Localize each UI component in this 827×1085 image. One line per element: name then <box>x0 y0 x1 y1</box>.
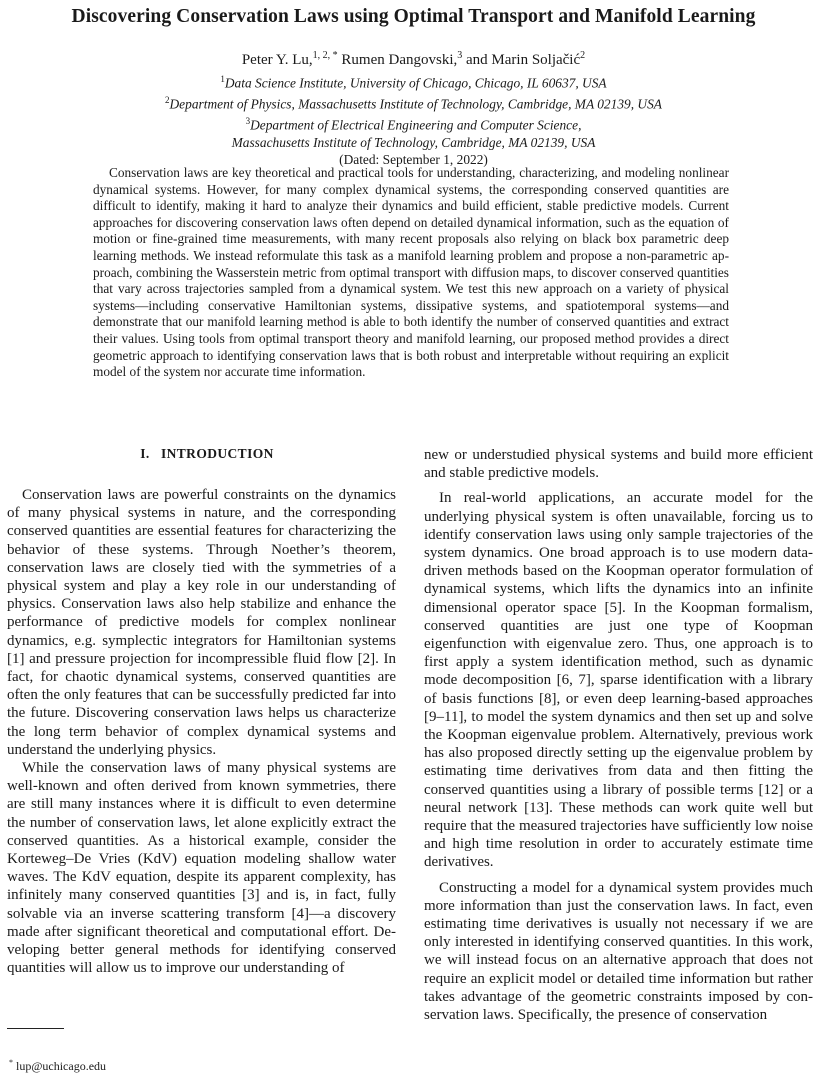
affiliation-mark: 2 <box>165 94 170 105</box>
paragraph: Conservation laws are powerful constraints on the dynamics of many physical systems in nature, and the corresponding conserved quantities are essential features for characterizing the behavior of these systems. Through Noether’s theorem, conservation laws are closely tied with the symmetries of a physical system and play a key role in our understanding of physics. Conservation laws also help stabilize and enhance the performance of predictive models for complex nonlinear dynamics, e.g. symplectic integrators for Hamiltonian systems [1] and pressure projection for incompressible fluid flow [2]. In fact, for chaotic dynamical systems, conserved quantities are often the only features that can be successfully predicted far into the future. Discovering conservation laws helps us characterize the long term behavior of complex dynamical systems and understand the underlying physics. <box>7 487 396 758</box>
affiliations <box>0 71 827 168</box>
author-affiliation-marks: 1, 2, * <box>312 50 338 61</box>
author-name: and Marin Soljačić <box>466 52 581 68</box>
author-affiliation-marks: 3 <box>457 50 463 61</box>
left-column <box>7 486 396 977</box>
affiliation-text: Massachusetts Institute of Technology, Cambridge, MA 02139, USA <box>231 134 596 150</box>
paragraph: While the conservation laws of many physical systems are well-known and often derived from known symmetries, there are still many instances where it is difficult to even determine the number of conservation laws, let alone explicitly extract the conserved quantities. As a historical example, consider the Korteweg–De Vries (KdV) equation modeling shallow water waves. The KdV equation, despite its apparent complexity, has infinitely many conserved quantities [3] and is, in fact, fully solvable via an inverse scattering transform [4]—a discovery made after significant theoretical and computational effort. Developing better general methods for identifying conserved quantities will allow us to improve our understanding of <box>7 760 396 977</box>
abstract: Conservation laws are key theoretical and practical tools for understanding, characterizing, and modeling nonlinear dynamical systems. However, for many complex dynamical systems, the corresponding conserved quantities are difficult to identify, making it hard to analyze their dynamics and build efficient, stable predictive models. Current approaches for discovering conservation laws often depend on detailed dynamical information, such as the equation of motion or fine-grained time measurements, with many recent proposals also relying on black box parametric deep learning methods. We instead reformulate this task as a manifold learning problem and propose a non-parametric approach, combining the Wasserstein metric from optimal transport with diffusion maps, to discover conserved quantities that vary across trajectories sampled from a dynamical system. We test this new approach on a variety of physical systems—including conservative Hamiltonian systems, dissipative systems, and spatiotemporal systems—and demonstrate that our manifold learning method is able to both identify the number of conserved quantities and extract their values. Using tools from optimal transport theory and manifold learning, our proposed method provides a direct geometric approach to identifying conservation laws that is both robust and interpretable without requiring an explicit model of the system nor accurate time information. <box>93 165 729 380</box>
section-title: INTRODUCTION <box>160 446 274 461</box>
section-heading <box>0 446 414 462</box>
affiliation-line <box>0 71 827 92</box>
date-line: (Dated: September 1, 2022) <box>339 152 488 168</box>
right-column <box>424 446 813 1024</box>
affiliation-line <box>0 134 827 151</box>
paragraph: Constructing a model for a dynamical system provides much more information than just the conservation laws. In fact, even estimating time derivatives is usually not necessary if we are only interested in identifying conserved quantities. In this work, we will instead focus on an alternative approach that does not require an explicit model or detailed time information but rather takes advantage of the geometric constraints imposed by conservation laws. Specifically, the presence of conservation <box>424 879 813 1024</box>
affiliation-text: Department of Electrical Engineering and Computer Science, <box>250 117 582 133</box>
footnote-mark: * <box>9 1058 13 1067</box>
affiliation-line <box>0 113 827 134</box>
affiliation-text: Department of Physics, Massachusetts Institute of Technology, Cambridge, MA 02139, USA <box>169 96 662 112</box>
paper-title: Discovering Conservation Laws using Optimal Transport and Manifold Learning <box>71 6 756 27</box>
author-list <box>0 50 827 69</box>
footnote <box>9 1058 106 1074</box>
footnote-email: lup@uchicago.edu <box>13 1059 107 1073</box>
section-number: I. <box>140 446 150 461</box>
paragraph: new or understudied physical systems and build more efficient and stable predictive models. <box>424 447 813 482</box>
affiliation-text: Data Science Institute, University of Chicago, Chicago, IL 60637, USA <box>224 75 607 91</box>
affiliation-mark: 3 <box>245 115 251 126</box>
author-affiliation-marks: 2 <box>580 50 586 61</box>
author-name: Rumen Dangovski, <box>341 52 458 68</box>
affiliation-line <box>0 92 827 113</box>
footnote-divider <box>7 1028 64 1029</box>
author-name: Peter Y. Lu, <box>241 52 313 68</box>
paragraph: In real-world applications, an accurate model for the underlying physical system is often unavailable, forcing us to identify conservation laws using only sample trajectories of the system dynamics. One broad approach is to use modern data-driven methods based on the Koopman operator formulation of dynamical systems, which lifts the dynamics into an infinite dimensional operator space [5]. In the Koopman formalism, conserved quantities are just one type of Koopman eigenfunction with eigenvalue zero. Thus, one approach is to first apply a system identification method, such as dynamic mode decomposition [6, 7], sparse identification with a library of basis functions [8], or even deep learning-based approaches [9–11], to model the system dynamics and then set up and solve the Koopman eigenvalue problem. Alternatively, previous work has also proposed directly setting up the eigenvalue problem by estimating time derivatives from data and then fitting the conserved quantities using a library of possible terms [12] or a neural network [13]. These methods can work quite well but require that the measured trajectories have sufficiently low noise and high time resolution in order to accurately estimate time derivatives. <box>424 490 813 871</box>
affiliation-mark: 1 <box>220 74 225 84</box>
